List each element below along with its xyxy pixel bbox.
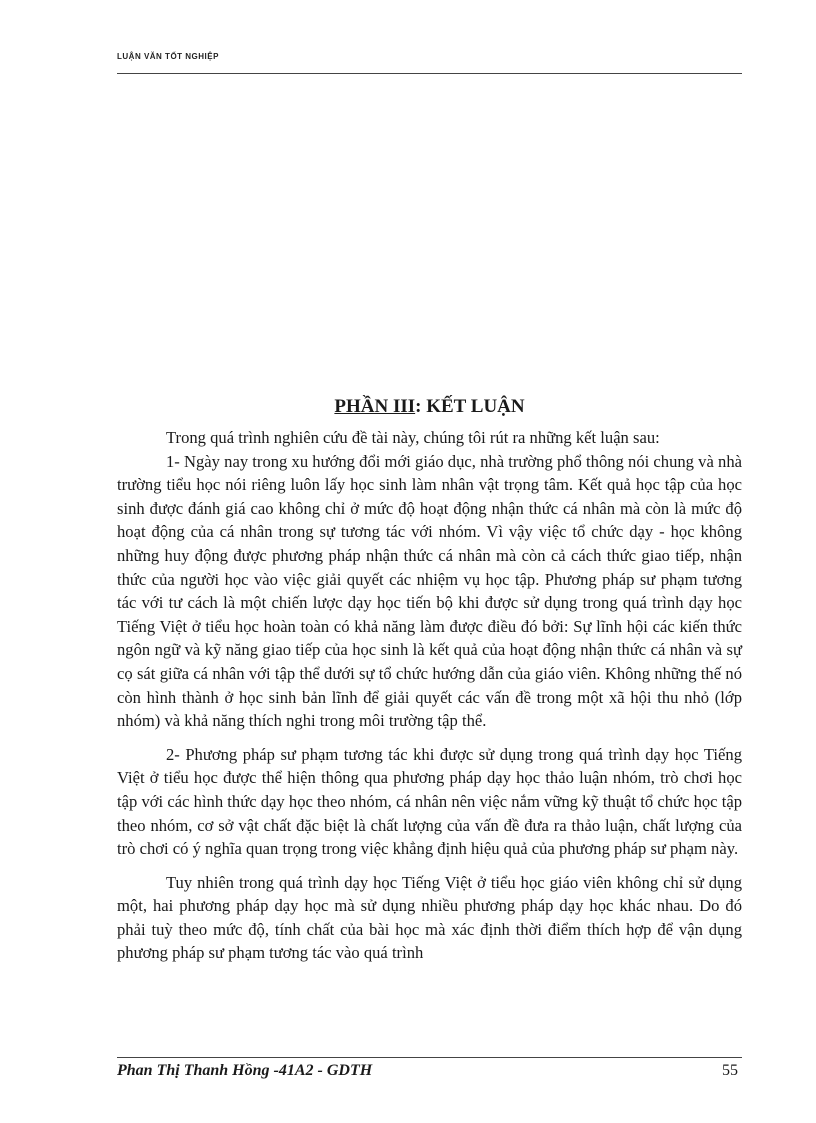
section-part-label: PHẦN III [334,396,416,417]
page-number: 55 [722,1062,738,1079]
conclusion-paragraph-1: 1- Ngày nay trong xu hướng đổi mới giáo dục, nhà trường phổ thông nói chung và nhà trường tiểu học nói riêng luôn lấy học sinh làm nhân vật trọng tâm. Kết quả học tập của học sinh được đánh giá cao không chỉ ở mức độ hoạt động nhận thức cá nhân mà còn là mức độ hoạt động của cá nhân trong sự tương tác với nhóm. Vì vậy việc tổ chức dạy - học không những huy động được phương pháp nhận thức cá nhân mà còn cả cách thức giao tiếp, nhận thức của người học vào việc giải quyết các nhiệm vụ học tập. Phương pháp sư phạm tương tác với tư cách là một chiến lược dạy học tiến bộ khi được sử dụng trong quá trình dạy học Tiếng Việt ở tiểu học hoàn toàn có khả năng làm được điều đó bởi: Sự lĩnh hội các kiến thức ngôn ngữ và kỹ năng giao tiếp của học sinh là kết quả của hoạt động nhận thức cá nhân và sự cọ sát giữa cá nhân với tập thể dưới sự tổ chức hướng dẫn của giáo viên. Không những thế nó còn hình thành ở học sinh bản lĩnh để giải quyết các vấn đề trong một xã hội thu nhỏ (lớp nhóm) và khả năng thích nghi trong môi trường tập thể. [117,451,742,731]
section-separator: : [415,396,427,417]
section-heading [117,396,742,418]
intro-paragraph: Trong quá trình nghiên cứu đề tài này, chúng tôi rút ra những kết luận sau: [166,428,660,447]
running-header: LUẬN VĂN TỐT NGHIỆP [117,52,219,61]
conclusion-paragraph-2: 2- Phương pháp sư phạm tương tác khi được sử dụng trong quá trình dạy học Tiếng Việt ở tiểu học được thể hiện thông qua phương pháp dạy học thảo luận nhóm, trò chơi học tập với các hình thức dạy học theo nhóm, cá nhân nên việc nắm vững kỹ thuật tổ chức học tập theo nhóm, cơ sở vật chất đặc biệt là chất lượng của vấn đề đưa ra thảo luận, chất lượng của trò chơi có ý nghĩa quan trọng trong việc khẳng định hiệu quả của phương pháp sư phạm này. [117,744,742,859]
section-title: KẾT LUẬN [426,396,525,417]
footer-author: Phan Thị Thanh Hồng -41A2 - GDTH [117,1062,373,1079]
document-body [117,426,742,965]
footer-rule [117,1057,742,1058]
header-rule [117,73,742,74]
conclusion-paragraph-3: Tuy nhiên trong quá trình dạy học Tiếng Việt ở tiểu học giáo viên không chỉ sử dụng một, hai phương pháp dạy học mà sử dụng nhiều phương pháp dạy học khác nhau. Do đó phải tuỳ theo mức độ, tính chất của bài học mà xác định thời điểm thích hợp để vận dụng phương pháp sư phạm tương tác vào quá trình [117,872,742,963]
